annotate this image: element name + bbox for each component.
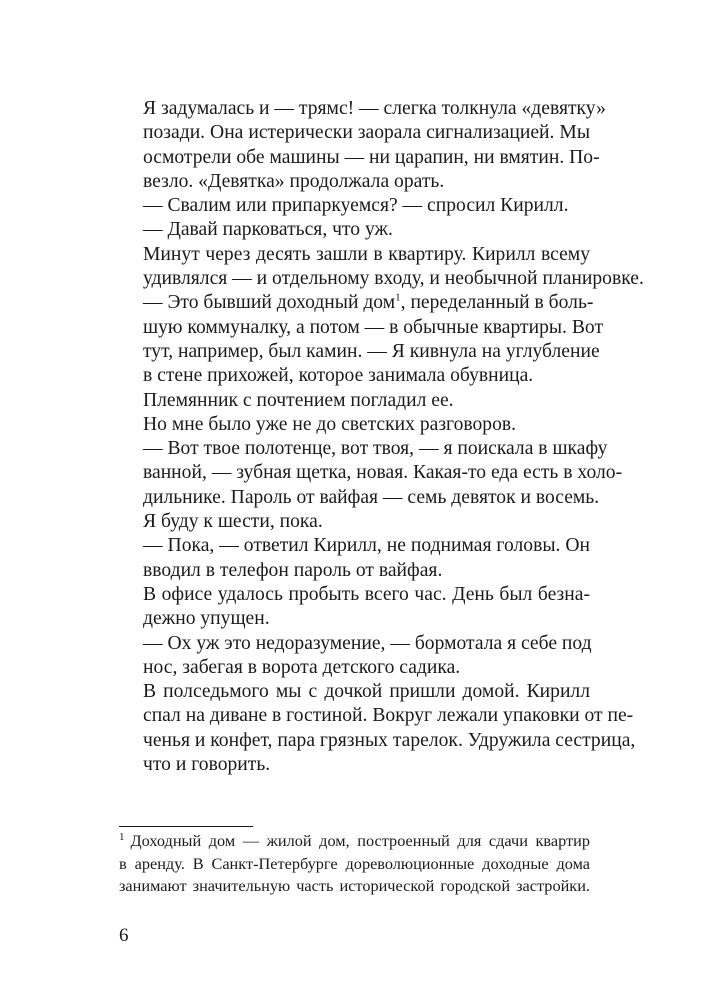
text-line: Племянник с почтением погладил ее. [143,389,454,411]
text-line: Минут через десять зашли в квартиру. Кирилл всему [143,243,590,265]
text-line: шую коммуналку, а потом — в обычные квартиры. Вот [143,316,604,338]
text-line: спал на диване в гостиной. Вокруг лежали упаковки от пе- [143,705,634,727]
text-line: — Давай парковаться, что уж. [143,219,393,241]
text-line: В полседьмого мы с дочкой пришли домой. Кирилл [143,681,590,703]
paragraph [119,194,590,218]
text-line [119,291,594,315]
text-line: везло. «Девятка» продолжала орать. [143,170,445,192]
body-text [119,97,644,777]
text-line: — Свалим или припаркуемся? — спросил Кирилл. [143,195,569,217]
footnote-line: занимают значительную часть исторической городской застройки. [119,876,590,895]
text-line: дежно упущен. [143,608,270,630]
paragraph [119,534,590,583]
page-number: 6 [119,925,129,946]
footnote-marker: 1 [119,830,125,843]
text-line: тут, например, был камин. — Я кивнула на углубление [143,340,600,362]
text-fragment: , переделанный в боль- [400,292,594,314]
text-line: Но мне было уже не до светских разговоров. [143,413,517,435]
paragraph [119,583,590,632]
paragraph [119,680,636,777]
text-line: — Пока, — ответил Кирилл, не поднимая головы. Он [143,535,590,557]
text-line: Я буду к шести, пока. [143,511,323,533]
text-line: что и говорить. [143,754,271,776]
paragraph [119,97,606,194]
text-line: ванной, — зубная щетка, новая. Какая-то еда есть в холо- [143,462,623,484]
text-line: дильнике. Пароль от вайфая — семь девяток и восемь. [143,486,600,508]
paragraph [119,632,590,681]
text-fragment: — Это бывший доходный дом [143,292,396,314]
footnote-line: в аренду. В Санкт-Петербурге дореволюционные доходные дома [119,853,590,873]
text-line: нос, забегая в ворота детского садика. [143,656,461,678]
footnote-line [119,830,590,853]
text-line: осмотрели обе машины — ни царапин, ни вмятин. По- [143,146,600,168]
text-line: вводил в телефон пароль от вайфая. [143,559,443,581]
paragraph [119,291,604,388]
paragraph [119,243,644,292]
paragraph [119,389,590,413]
paragraph [119,218,590,242]
footnote-reference[interactable]: 1 [395,291,401,304]
footnote-text: Доходный дом — жилой дом, построенный для сдачи квартир [130,831,590,850]
text-line: Я задумалась и — трямс! — слегка толкнула «девятку» [143,98,606,119]
text-line: ченья и конфет, пара грязных тарелок. Удружила сестрица, [143,729,636,751]
text-line: В офисе удалось пробыть всего час. День был безна- [143,583,590,605]
text-line: — Вот твое полотенце, вот твоя, — я поискала в шкафу [143,438,608,460]
paragraph [119,437,623,534]
text-line: — Ох уж это недоразумение, — бормотала я себе под [143,632,592,654]
footnote-divider [119,826,253,827]
text-line: в стене прихожей, которое занимала обувница. [143,365,534,387]
paragraph [119,413,590,437]
text-line: позади. Она истерически заорала сигнализацией. Мы [143,122,590,144]
footnote [119,830,590,898]
text-line: удивлялся — и отдельному входу, и необычной планировке. [143,268,644,290]
